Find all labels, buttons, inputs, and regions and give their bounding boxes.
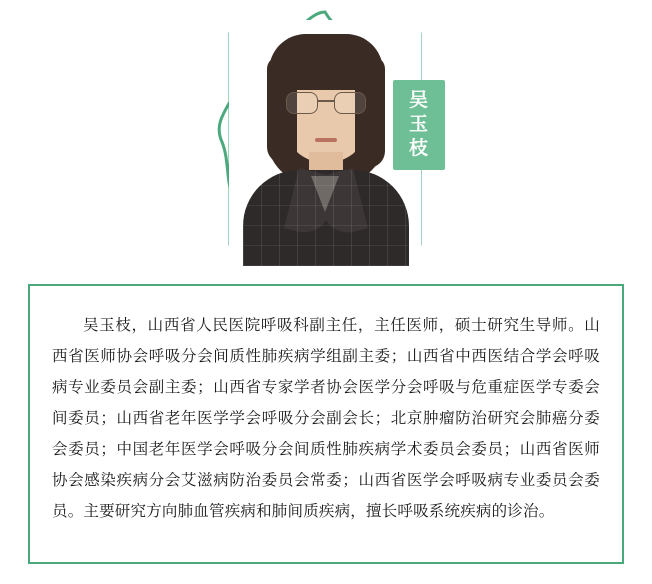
name-char-1: 吴 — [408, 89, 429, 111]
name-tag — [393, 80, 445, 170]
name-char-3: 枝 — [408, 137, 429, 159]
name-char-2: 玉 — [408, 113, 429, 135]
portrait-block — [0, 0, 652, 272]
biography-text: 吴玉枝，山西省人民医院呼吸科副主任，主任医师，硕士研究生导师。山西省医师协会呼吸分会间质性肺疾病学组副主委；山西省中西医结合学会呼吸病专业委员会副主委；山西省专家学者协会医学分会呼吸与危重症医学专委会间委员；山西省老年医学学会呼吸分会副会长；北京肿瘤防治研究会肺癌分委会委员；中国老年医学会呼吸分会间质性肺疾病学术委员会委员；山西省医师协会感染疾病分会艾滋病防治委员会常委；山西省医学会呼吸病专业委员会委员。主要研究方向肺血管疾病和肺间质疾病，擅长呼吸系统疾病的诊治。 — [52, 316, 600, 520]
portrait-frame — [196, 8, 454, 266]
biography-card — [28, 284, 624, 564]
glasses-icon — [285, 92, 367, 112]
